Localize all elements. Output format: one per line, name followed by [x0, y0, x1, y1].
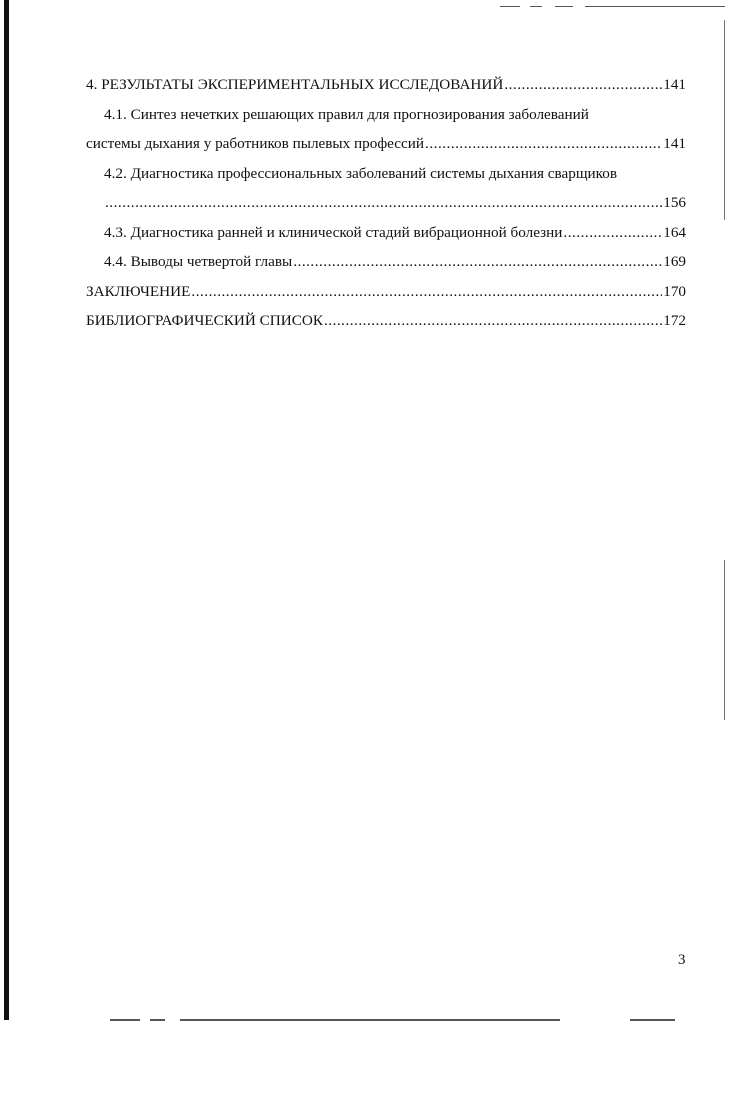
scan-right-edge — [724, 20, 725, 220]
toc-entry-page: 156 — [663, 194, 686, 211]
toc-leader-dots — [563, 218, 662, 248]
toc-entry-label: системы дыхания у работников пылевых профессий — [86, 135, 425, 152]
scan-bottom-line — [180, 1019, 560, 1021]
toc-entry-label: 4.4. Выводы четвертой главы — [104, 253, 293, 270]
toc-leader-dots — [324, 306, 662, 336]
toc-entry-page: 141 — [663, 76, 686, 93]
toc-entry-page: 169 — [663, 253, 686, 270]
toc-entry-bibliography[interactable] — [86, 306, 686, 336]
toc-entry-4-1-line2[interactable] — [86, 129, 686, 159]
toc-entry-4-2-line2[interactable] — [86, 188, 686, 218]
toc-entry-page: 172 — [663, 312, 686, 329]
page-number: 3 — [678, 952, 686, 968]
toc-entry-page: 141 — [663, 135, 686, 152]
toc-entry-label: 4.2. Диагностика профессиональных заболеваний системы дыхания сварщиков — [104, 164, 618, 182]
toc-entry-conclusion[interactable] — [86, 277, 686, 307]
toc-entry-page: 170 — [663, 282, 686, 300]
scan-top-dash — [530, 6, 542, 7]
toc-leader-dots — [425, 129, 662, 159]
toc-entry-4-4[interactable] — [86, 247, 686, 277]
table-of-contents — [86, 70, 686, 336]
toc-entry-4-1-line1[interactable] — [86, 100, 686, 130]
toc-leader-dots — [191, 277, 662, 307]
toc-entry-label: ЗАКЛЮЧЕНИЕ — [86, 282, 191, 300]
toc-leader-dots — [105, 188, 662, 218]
scan-bottom-line — [150, 1019, 165, 1021]
toc-entry-label: БИБЛИОГРАФИЧЕСКИЙ СПИСОК — [86, 312, 323, 329]
toc-entry-chapter-4[interactable] — [86, 70, 686, 100]
scan-left-border — [4, 0, 9, 1020]
scan-top-dash — [500, 6, 520, 7]
scan-top-dash — [555, 6, 573, 7]
scan-bottom-line — [110, 1019, 140, 1021]
scan-top-dash — [585, 6, 725, 7]
toc-entry-label: 4.3. Диагностика ранней и клинической стадий вибрационной болезни — [104, 223, 563, 241]
toc-entry-label: 4. РЕЗУЛЬТАТЫ ЭКСПЕРИМЕНТАЛЬНЫХ ИССЛЕДОВАНИЙ — [86, 76, 504, 93]
toc-entry-label: 4.1. Синтез нечетких решающих правил для прогнозирования заболеваний — [104, 105, 589, 123]
toc-leader-dots — [504, 70, 662, 100]
toc-entry-page: 164 — [663, 223, 686, 241]
toc-entry-4-3[interactable] — [86, 218, 686, 248]
toc-leader-dots — [293, 247, 662, 277]
toc-entry-4-2-line1[interactable] — [86, 159, 686, 189]
scan-bottom-line — [630, 1019, 675, 1021]
scan-right-edge — [724, 560, 725, 720]
